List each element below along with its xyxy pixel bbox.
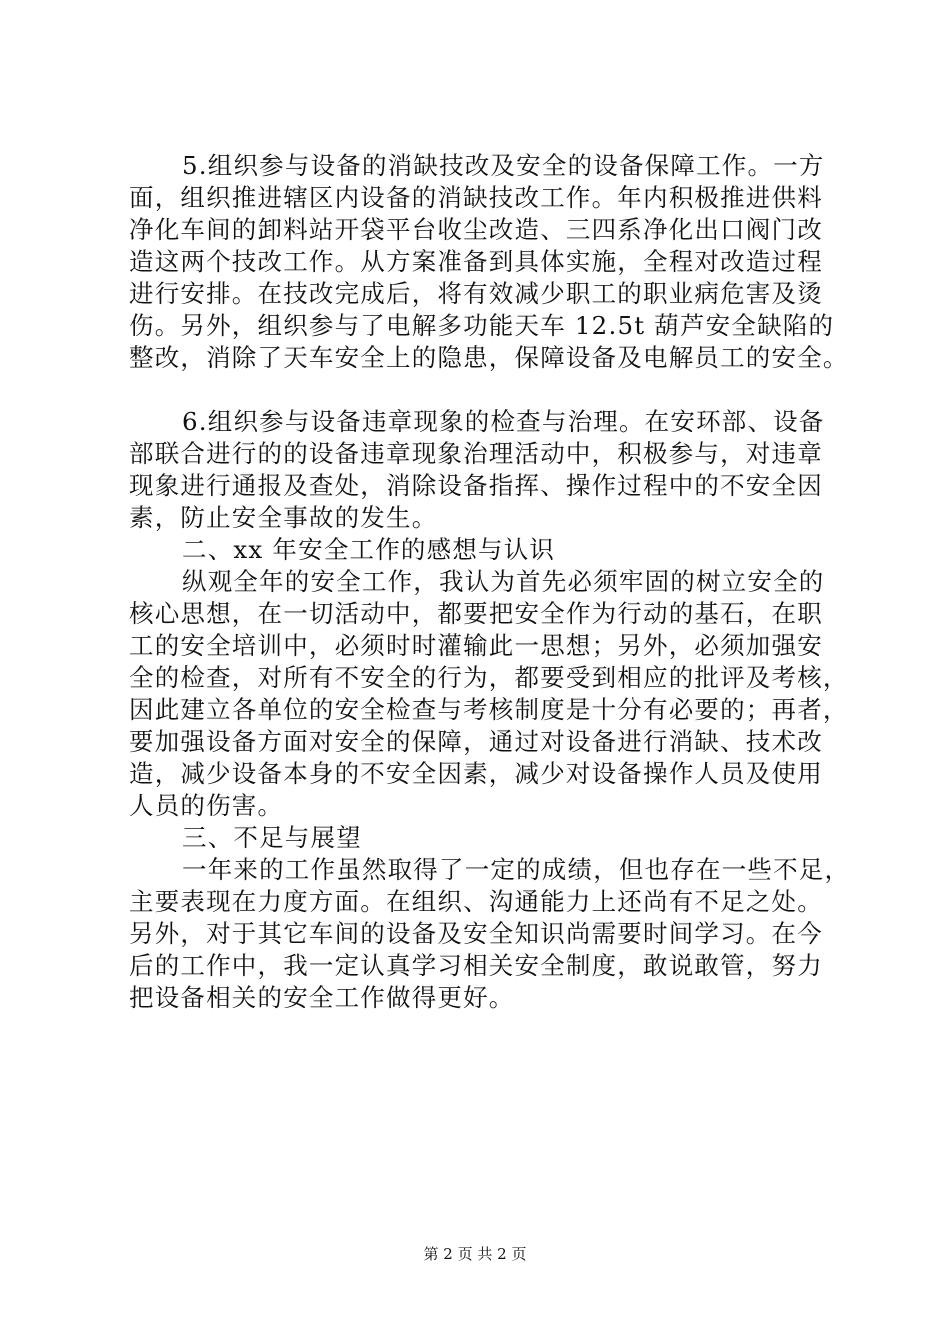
text-line: 纵观全年的安全工作，我认为首先必须牢固的树立安全的 [182,567,825,596]
text-line: 进行安排。在技改完成后，将有效减少职工的职业病危害及烫 [129,279,823,308]
text-line: 造，减少设备本身的不安全因素，减少对设备操作人员及使用 [129,759,823,788]
section-heading-2 [129,534,839,566]
paragraph-reflection [129,566,849,822]
document-body [129,150,851,1014]
text-line: 主要表现在力度方面。在组织、沟通能力上还尚有不足之处。 [129,887,823,916]
text-line: 素，防止安全事故的发生。 [129,503,438,532]
page-footer [0,1244,950,1264]
text-line: 后的工作中，我一定认真学习相关安全制度，敢说敢管，努力 [129,951,823,980]
text-line: 核心思想，在一切活动中，都要把安全作为行动的基石，在职 [129,599,823,628]
text-line: 另外，对于其它车间的设备及安全知识尚需要时间学习。在今 [129,919,823,948]
text-line: 整改，消除了天车安全上的隐患，保障设备及电解员工的安全。 [129,343,849,372]
text-line: 全的检查，对所有不安全的行为，都要受到相应的批评及考核， [129,663,849,692]
paragraph-outlook [129,854,851,1014]
text-line: 伤。另外，组织参与了电解多功能天车 12.5t 葫芦安全缺陷的 [129,311,835,340]
page-number: 第 2 页 共 2 页 [423,1245,527,1263]
text-line: 因此建立各单位的安全检查与考核制度是十分有必要的；再者， [129,695,849,724]
text-line: 把设备相关的安全工作做得更好。 [129,983,515,1012]
text-line: 面，组织推进辖区内设备的消缺技改工作。年内积极推进供料 [129,183,823,212]
section-heading: 二、xx 年安全工作的感想与认识 [182,535,556,564]
paragraph-item-5 [129,150,849,374]
text-line: 造这两个技改工作。从方案准备到具体实施，全程对改造过程 [129,247,823,276]
section-heading-3 [129,822,839,854]
paragraph-item-6 [129,406,839,534]
text-line: 部联合进行的的设备违章现象治理活动中，积极参与，对违章 [129,439,823,468]
section-heading: 三、不足与展望 [182,823,362,852]
text-line: 6.组织参与设备违章现象的检查与治理。在安环部、设备 [182,407,825,436]
text-line: 一年来的工作虽然取得了一定的成绩，但也存在一些不足， [182,855,851,884]
text-line: 现象进行通报及查处，消除设备指挥、操作过程中的不安全因 [129,471,823,500]
text-line: 工的安全培训中，必须时时灌输此一思想；另外，必须加强安 [129,631,823,660]
text-line: 要加强设备方面对安全的保障，通过对设备进行消缺、技术改 [129,727,823,756]
text-line: 净化车间的卸料站开袋平台收尘改造、三四系净化出口阀门改 [129,215,823,244]
text-line: 5.组织参与设备的消缺技改及安全的设备保障工作。一方 [182,151,825,180]
text-line: 人员的伤害。 [129,791,284,820]
